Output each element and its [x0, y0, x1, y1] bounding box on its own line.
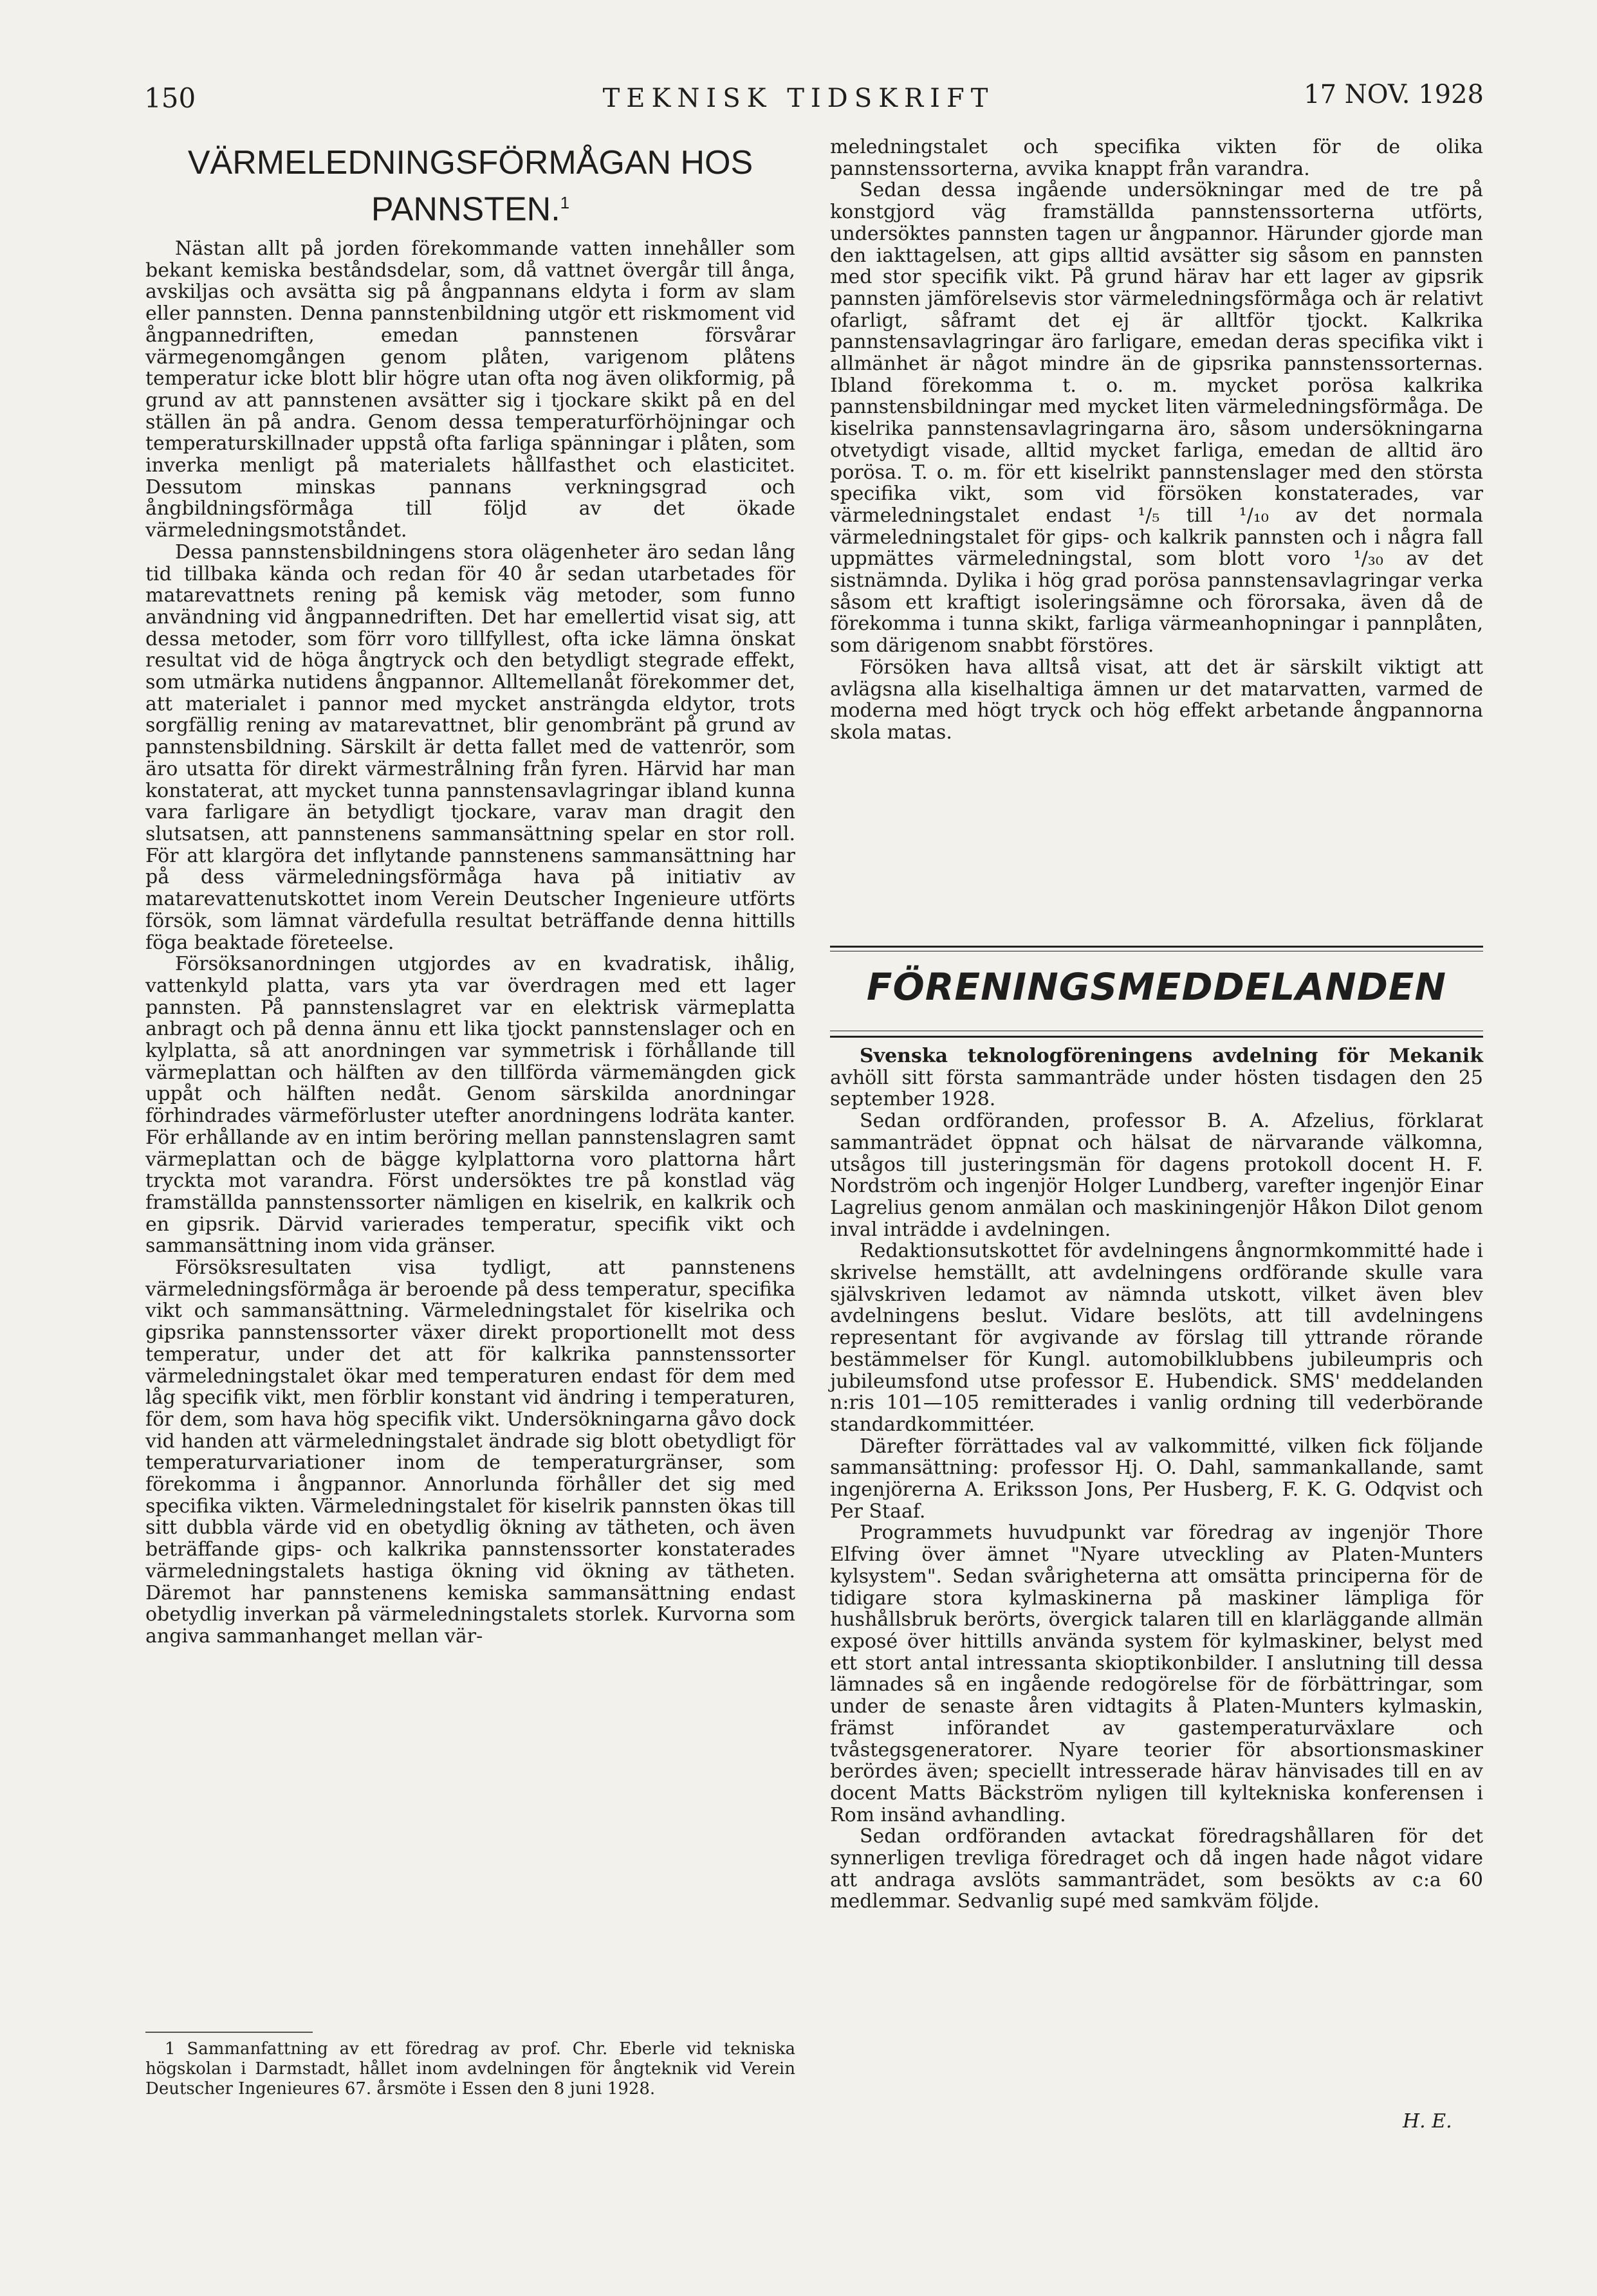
- article-title-line1: VÄRMELEDNINGSFÖRMÅGAN HOS: [187, 144, 753, 181]
- page-number: 150: [144, 82, 196, 114]
- page-header: [0, 0, 1597, 142]
- section-body: [830, 1045, 1483, 1913]
- article-body-left: [145, 238, 795, 1648]
- article-title-line2: [145, 183, 795, 229]
- article-paragraph: Försöksresultaten visa tydligt, att pannstenens värmeledningsförmåga är beroende på dess temperatur, specifika vikt och sammansättning. Värmeledningstalet för kiselrika och gipsrika pannstenssorter växer direkt proportionellt mot dess temperatur, under det att för kalkrika pannstenssorter värmeledningstalet ökar med temperaturen endast för dem med låg specifik vikt, men förblir konstant vid ändring i temperaturen, för dem, som hava hög specifik vikt. Undersökningarna gåvo dock vid handen att värmeledningstalet ändrade sig blott obetydligt för temperaturvariationer inom de temperaturgränser, som förekomma i ångpannor. Annorlunda förhåller det sig med specifika vikten. Värmeledningstalet för kiselrik pannsten ökas till sitt dubbla värde vid en obetydlig ökning av tätheten, och även beträffande gips- och kalkrika pannstenssorter konstaterades värmeledningstalets hastiga ökning vid ökning av tätheten. Däremot har pannstenens kemiska sammansättning endast obetydlig inverkan på värmeledningstalets storlek. Kurvorna som angiva sammanhanget mellan vär-: [145, 1256, 795, 1648]
- article-title-line2-text: PANNSTEN.: [371, 190, 560, 228]
- section-lead: [830, 1045, 1483, 1110]
- signature: H. E.: [1403, 2110, 1452, 2133]
- article-paragraph: Sedan dessa ingående undersökningar med de tre på konstgjord väg framställda pannstenssorterna utförts, undersöktes pannsten tagen ur ångpannor. Härunder gjorde man den iakttagelsen, att gips alltid avsätter sig såsom en pannsten med stor specifik vikt. På grund härav har ett lager av gipsrik pannsten jämförelsevis stor värmeledningsförmåga och är relativt ofarligt, såframt det ej är alltför tjockt. Kalkrika pannstensavlagringar äro farligare, emedan deras specifika vikt i allmänhet är något mindre än de gipsrika pannstenssorternas. Ibland förekomma t. o. m. mycket porösa kalkrika pannstensbildningar med mycket liten värmeledningsförmåga. De kiselrika pannstensavlagringarna äro, såsom undersökningarna otvetydigt visade, alltid mycket farliga, emedan de alltid äro porösa. T. o. m. för ett kiselrikt pannstenslager med den största specifika vikt, som vid försöken konstaterades, var värmeledningstalet endast ¹/₅ till ¹/₁₀ av det normala värmeledningstalet för gips- och kalkrik pannsten och i några fall uppmättes värmeledningstal, som blott voro ¹/₃₀ av det sistnämnda. Dylika i hög grad porösa pannstensavlagringar verka såsom ett kraftigt isoleringsämne och förorsaka, även då de förekomma i tunna skikt, farliga värmeanhopningar i pannplåten, som därigenom snabbt förstöres.: [830, 179, 1483, 657]
- article-body-right: [830, 136, 1483, 744]
- section-heading: FÖRENINGSMEDDELANDEN: [866, 965, 1447, 1009]
- issue-date: 17 NOV. 1928: [1304, 80, 1484, 109]
- section-paragraph: Redaktionsutskottet för avdelningens ångnormkommitté hade i skrivelse hemställt, att avdelningens ordförande skulle vara självskriven ledamot av nämnda utskott, vilket även blev avdelningens beslut. Vidare beslöts, att till avdelningens representant för avgivande av förslag till yttrande rörande bestämmelser för Kungl. automobilklubbens jubileumpris och jubileumsfond utse professor E. Hubendick. SMS' meddelanden n:ris 101—105 remitterades i vanlig ordning till vederbörande standardkommittéer.: [830, 1240, 1483, 1436]
- section-paragraph: Sedan ordföranden avtackat föredragshållaren för det synnerligen trevliga föredraget och då ingen hade något vidare att andraga avslöts sammanträdet, som besökts av c:a 60 medlemmar. Sedvanlig supé med samkväm följde.: [830, 1825, 1483, 1913]
- heading-rule: [830, 1036, 1483, 1038]
- section-lead-bold: Svenska teknologföreningens avdelning för Mekanik: [860, 1045, 1483, 1067]
- article-paragraph: Dessa pannstensbildningens stora olägenheter äro sedan lång tid tillbaka kända och redan för 40 år sedan utarbetades för matarevattnets rening på kemisk väg metoder, som funno användning vid ångpannedriften. Det har emellertid visat sig, att dessa metoder, som förr voro tillfyllest, ofta icke lämna önskat resultat vid de höga ångtryck och den betydligt stegrade effekt, som utmärka nutidens ångpannor. Alltemellanåt förekommer det, att materialet i pannor med mycket ansträngda eldytor, trots sorgfällig rening av matarevattnet, blir genombränt på grund av pannstensbildning. Särskilt är detta fallet med de vattenrör, som äro utsatta för direkt värmestrålning från fyren. Härvid har man konstaterat, att mycket tunna pannstensavlagringar ibland kunna vara farligare än betydligt tjockare, varav man dragit den slutsatsen, att pannstenens sammansättning spelar en stor roll. För att klargöra det inflytande pannstenens sammansättning har på dess värmeledningsförmåga hava på initiativ av matarevattenutskottet inom Verein Deutscher Ingenieure utförts försök, som lämnat värdefulla resultat beträffande denna hittills föga beaktade företeelse.: [145, 540, 795, 954]
- article-paragraph: Försöken hava alltså visat, att det är särskilt viktigt att avlägsna alla kiselhaltiga ämnen ur det matarvatten, varmed de moderna med högt tryck och hög effekt arbetande ångpannorna skola matas.: [830, 656, 1483, 744]
- footnote-text: 1 Sammanfattning av ett föredrag av prof. Chr. Eberle vid tekniska högskolan i Darmstadt, hållet inom avdelningen för ångteknik vid Verein Deutscher Ingenieures 67. årsmöte i Essen den 8 juni 1928.: [145, 2039, 795, 2099]
- footnote: [145, 2039, 795, 2099]
- article-paragraph: Nästan allt på jorden förekommande vatten innehåller som bekant kemiska beståndsdelar, som, då vattnet övergår till ånga, avskiljas och avsätta sig på ångpannans eldyta i form av slam eller pannsten. Denna pannstenbildning utgör ett riskmoment vid ångpannedriften, emedan pannstenen försvårar värmegenomgången genom plåten, varigenom plåtens temperatur icke blott blir högre utan ofta nog även olikformig, på grund av att pannstenen avsätter sig i tjockare skikt på en del ställen än på andra. Genom dessa temperaturförhöjningar och temperaturskillnader uppstå ofta farliga spänningar i plåten, som inverka menligt på materialets hållfasthet och elasticitet. Dessutom minskas pannans verkningsgrad och ångbildningsförmåga till följd av det ökade värmeledningsmotståndet.: [145, 237, 795, 542]
- section-paragraph: Därefter förrättades val av valkommitté, vilken fick följande sammansättning: professor Hj. O. Dahl, sammankallande, samt ingenjörerna A. Eriksson Jons, Per Husberg, F. K. G. Odqvist och Per Staaf.: [830, 1435, 1483, 1523]
- heading-rule: [830, 946, 1483, 948]
- section-lead-rest: avhöll sitt första sammanträde under hösten tisdagen den 25 september 1928.: [830, 1066, 1483, 1111]
- footnote-divider: [145, 2032, 313, 2033]
- footnote-marker: 1: [560, 193, 570, 212]
- section-paragraph: Sedan ordföranden, professor B. A. Afzelius, förklarat sammanträdet öppnat och hälsat de närvarande välkomna, utsågos till justeringsmän för dagens protokoll docent H. F. Nordström och ingenjör Holger Lundberg, varefter ingenjör Einar Lagrelius genom anmälan och maskiningenjör Håkon Dilot genom inval inträdde i avdelningen.: [830, 1110, 1483, 1241]
- article-title: [145, 143, 795, 229]
- journal-title: TEKNISK TIDSKRIFT: [602, 84, 995, 113]
- article-paragraph: Försöksanordningen utgjordes av en kvadratisk, ihålig, vattenkyld platta, vars yta var överdragen med ett lager pannsten. På pannstenslagret var en elektrisk värmeplatta anbragt och på denna ännu ett lika tjockt pannstenslager och en kylplatta, så att anordningen var symmetrisk i förhållande till värmeplattan och hälften av den tillförda värmemängden gick uppåt och hälften nedåt. Genom särskilda anordningar förhindrades värmeförluster utefter anordningens lodräta kanter. För erhållande av en intim beröring mellan pannstenslagren samt värmeplattan och de bägge kylplattorna voro plattorna hårt tryckta mot varandra. Först undersöktes tre på konstlad väg framställda pannstenssorter nämligen en kiselrik, en kalkrik och en gipsrik. Därvid varierades temperatur, specifik vikt och sammansättning inom vida gränser.: [145, 953, 795, 1258]
- section-paragraph: Programmets huvudpunkt var föredrag av ingenjör Thore Elfving över ämnet "Nyare utveckling av Platen-Munters kylsystem". Sedan svårigheterna att omsätta principerna för de tidigare stora kylmaskinerna på maskiner lämpliga för hushållsbruk berörts, övergick talaren till en klarläggande allmän exposé över hittills använda system för kylmaskiner, belyst med ett stort antal intressanta skioptikonbilder. I anslutning till dessa lämnades så en ingående redogörelse för de förbättringar, som under de senaste åren vidtagits å Platen-Munters kylmaskin, främst införandet av gastemperaturväxlare och tvåstegsgeneratorer. Nyare teorier för absortionsmaskiner berördes även; speciellt intresserade härav hänvisades till en av docent Matts Bäckström nyligen till kyltekniska konferensen i Rom insänd avhandling.: [830, 1521, 1483, 1826]
- article-paragraph: meledningstalet och specifika vikten för de olika pannstenssorterna, avvika knappt från varandra.: [830, 136, 1483, 180]
- section-heading-band: [830, 946, 1483, 1040]
